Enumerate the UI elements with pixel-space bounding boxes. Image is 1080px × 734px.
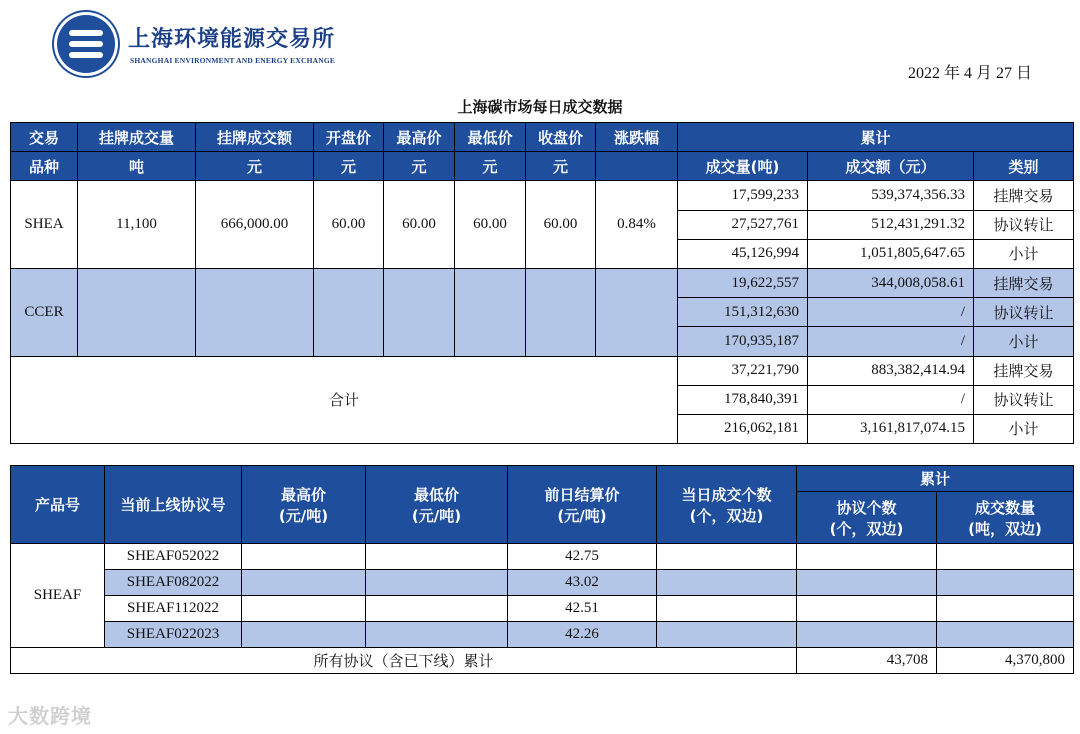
low-price <box>366 570 508 596</box>
cum-type: 小计 <box>974 239 1074 268</box>
high-price <box>242 570 366 596</box>
col-cum-volume: 成交量(吨) <box>678 152 808 181</box>
watermark: 大数跨境 <box>8 704 92 728</box>
cum-amount: 512,431,291.32 <box>808 210 974 239</box>
table-header-row <box>11 152 1074 181</box>
col-listed-volume: 挂牌成交量 <box>78 123 196 152</box>
cum-amount: 3,161,817,074.15 <box>808 414 974 443</box>
col-cum-qty-label: 成交数量 <box>975 498 1036 517</box>
contract-id: SHEAF052022 <box>105 544 242 570</box>
unit-yuan: 元 <box>455 152 526 181</box>
cum-type: 小计 <box>974 327 1074 356</box>
low-price <box>366 596 508 622</box>
col-cum-qty <box>937 492 1074 544</box>
day-count <box>657 570 797 596</box>
col-day-count-label: 当日成交个数 <box>681 485 772 504</box>
ccer-listed-amount <box>196 268 314 356</box>
col-cum-qty-unit: (吨，双边) <box>968 519 1042 538</box>
day-count <box>657 622 797 648</box>
col-close: 收盘价 <box>526 123 596 152</box>
footer-label: 所有协议（含已下线）累计 <box>11 648 797 674</box>
col-low-label: 最低价 <box>413 485 459 504</box>
col-cum-count-unit: (个，双边) <box>829 519 904 538</box>
cum-volume: 37,221,790 <box>678 356 808 385</box>
col-low: 最低价 <box>455 123 526 152</box>
cum-qty <box>937 544 1074 570</box>
low-price <box>366 544 508 570</box>
cum-amount: 539,374,356.33 <box>808 181 974 210</box>
daily-trading-table <box>10 122 1074 444</box>
shea-close: 60.00 <box>526 181 596 269</box>
col-cum-count-label: 协议个数 <box>836 498 897 517</box>
cum-count <box>797 570 937 596</box>
report-date: 2022 年 4 月 27 日 <box>907 65 1032 82</box>
table-row <box>11 268 1074 297</box>
col-product-2: 品种 <box>11 152 78 181</box>
unit-yuan: 元 <box>526 152 596 181</box>
col-cum-amount: 成交额（元） <box>808 152 974 181</box>
unit-yuan: 元 <box>384 152 455 181</box>
day-count <box>657 544 797 570</box>
cum-volume: 216,062,181 <box>678 414 808 443</box>
col-low-unit: (元/吨) <box>411 506 462 525</box>
product-shea: SHEA <box>11 181 78 269</box>
col-change: 涨跌幅 <box>596 123 678 152</box>
cum-type: 协议转让 <box>974 385 1074 414</box>
table-row <box>11 622 1074 648</box>
cum-volume: 151,312,630 <box>678 298 808 327</box>
contract-id: SHEAF112022 <box>105 596 242 622</box>
cum-volume: 17,599,233 <box>678 181 808 210</box>
col-day-count <box>657 466 797 544</box>
cum-amount: 344,008,058.61 <box>808 268 974 297</box>
unit-yuan: 元 <box>196 152 314 181</box>
settle-price: 42.51 <box>508 596 657 622</box>
cum-count <box>797 544 937 570</box>
table-row <box>11 356 1074 385</box>
col-high-unit: (元/吨) <box>278 506 329 525</box>
low-price <box>366 622 508 648</box>
cum-type: 小计 <box>974 414 1074 443</box>
col-settle <box>508 466 657 544</box>
ccer-open <box>314 268 384 356</box>
cum-qty <box>937 596 1074 622</box>
cum-type: 挂牌交易 <box>974 356 1074 385</box>
cum-amount: / <box>808 327 974 356</box>
col-high-label: 最高价 <box>280 485 326 504</box>
table-footer-row <box>11 648 1074 674</box>
cum-volume: 45,126,994 <box>678 239 808 268</box>
cum-type: 挂牌交易 <box>974 181 1074 210</box>
col-day-count-unit: (个，双边) <box>689 506 764 525</box>
col-product-no: 产品号 <box>11 466 105 544</box>
footer-cum-count: 43,708 <box>797 648 937 674</box>
col-high <box>242 466 366 544</box>
unit-ton: 吨 <box>78 152 196 181</box>
col-high: 最高价 <box>384 123 455 152</box>
high-price <box>242 622 366 648</box>
table-row <box>11 544 1074 570</box>
product-ccer: CCER <box>11 268 78 356</box>
col-cumulative: 累计 <box>678 123 1074 152</box>
settle-price: 42.75 <box>508 544 657 570</box>
col-cum-type: 类别 <box>974 152 1074 181</box>
shea-listed-volume: 11,100 <box>78 181 196 269</box>
col-cumulative: 累计 <box>797 466 1074 492</box>
shea-low: 60.00 <box>455 181 526 269</box>
page-title: 上海碳市场每日成交数据 <box>457 98 623 116</box>
table-header-row <box>11 466 1074 492</box>
unit-empty <box>596 152 678 181</box>
high-price <box>242 596 366 622</box>
cum-type: 挂牌交易 <box>974 268 1074 297</box>
table-header-row <box>11 123 1074 152</box>
ccer-listed-volume <box>78 268 196 356</box>
ccer-close <box>526 268 596 356</box>
col-contract: 当前上线协议号 <box>105 466 242 544</box>
total-label: 合计 <box>11 356 678 444</box>
cum-count <box>797 622 937 648</box>
settle-price: 42.26 <box>508 622 657 648</box>
cum-amount: 883,382,414.94 <box>808 356 974 385</box>
exchange-logo-icon <box>57 15 115 73</box>
cum-type: 协议转让 <box>974 298 1074 327</box>
day-count <box>657 596 797 622</box>
cum-volume: 19,622,557 <box>678 268 808 297</box>
cum-amount: 1,051,805,647.65 <box>808 239 974 268</box>
org-name-en: SHANGHAI ENVIRONMENT AND ENERGY EXCHANGE <box>130 56 336 65</box>
cum-amount: / <box>808 298 974 327</box>
col-product: 交易 <box>11 123 78 152</box>
futures-contract-table <box>10 465 1074 674</box>
shea-listed-amount: 666,000.00 <box>196 181 314 269</box>
table-row <box>11 596 1074 622</box>
col-settle-unit: (元/吨) <box>557 506 607 525</box>
shea-open: 60.00 <box>314 181 384 269</box>
contract-id: SHEAF082022 <box>105 570 242 596</box>
col-cum-count <box>797 492 937 544</box>
contract-id: SHEAF022023 <box>105 622 242 648</box>
cum-qty <box>937 570 1074 596</box>
unit-yuan: 元 <box>314 152 384 181</box>
cum-qty <box>937 622 1074 648</box>
table-row <box>11 570 1074 596</box>
cum-count <box>797 596 937 622</box>
cum-type: 协议转让 <box>974 210 1074 239</box>
col-open: 开盘价 <box>314 123 384 152</box>
ccer-low <box>455 268 526 356</box>
col-listed-amount: 挂牌成交额 <box>196 123 314 152</box>
cum-amount: / <box>808 385 974 414</box>
cum-volume: 178,840,391 <box>678 385 808 414</box>
settle-price: 43.02 <box>508 570 657 596</box>
footer-cum-qty: 4,370,800 <box>937 648 1074 674</box>
col-low <box>366 466 508 544</box>
shea-change: 0.84% <box>596 181 678 269</box>
high-price <box>242 544 366 570</box>
cum-volume: 27,527,761 <box>678 210 808 239</box>
product-sheaf: SHEAF <box>11 544 105 648</box>
cum-volume: 170,935,187 <box>678 327 808 356</box>
ccer-high <box>384 268 455 356</box>
col-settle-label: 前日结算价 <box>544 485 620 504</box>
table-row <box>11 181 1074 210</box>
ccer-change <box>596 268 678 356</box>
shea-high: 60.00 <box>384 181 455 269</box>
org-name: 上海环境能源交易所 <box>128 26 336 52</box>
